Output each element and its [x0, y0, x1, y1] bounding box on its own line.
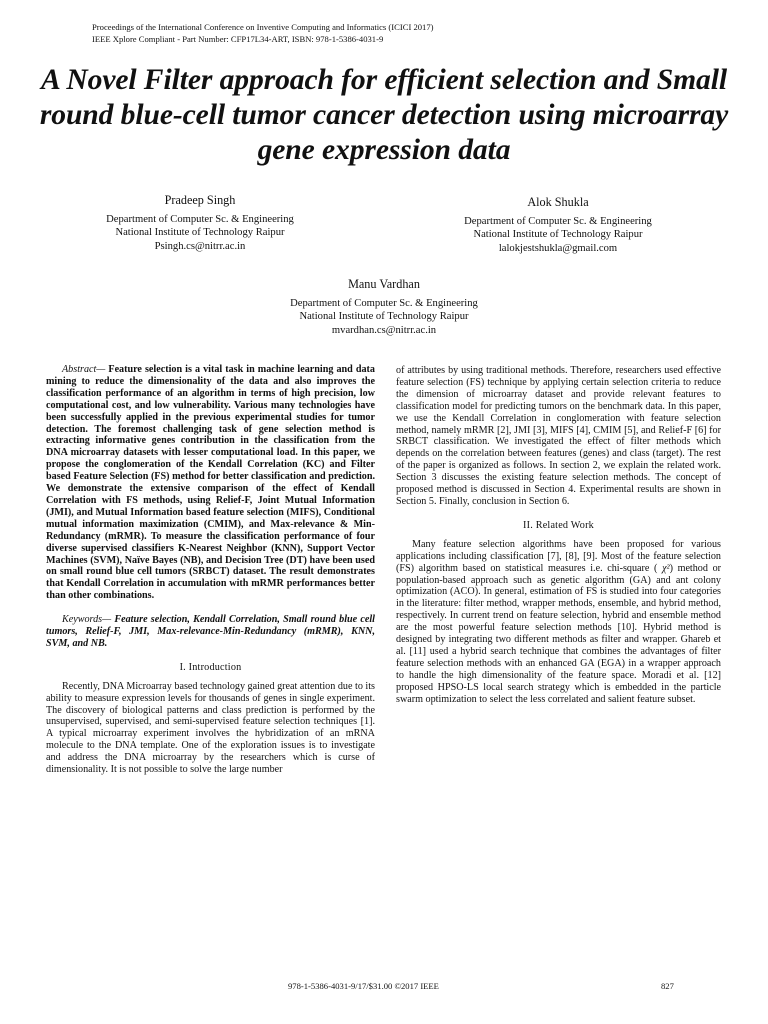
paper-title: A Novel Filter approach for efficient selection and Small round blue-cell tumor cancer detection using microarray gene expression data: [39, 64, 729, 166]
abstract: [46, 364, 375, 602]
author-email: Psingh.cs@nitrr.ac.in: [154, 240, 246, 252]
author-department: Department of Computer Sc. & Engineering: [464, 215, 652, 227]
keywords: [46, 614, 375, 650]
author-block-1: [80, 194, 320, 253]
proceedings-header: [92, 22, 434, 45]
proceedings-line-2: IEEE Xplore Compliant - Part Number: CFP17L34-ART, ISBN: 978-1-5386-4031-9: [92, 33, 384, 44]
right-column: [396, 365, 721, 705]
author-institute: National Institute of Technology Raipur: [299, 311, 469, 322]
section-heading-related-work: II. Related Work: [523, 519, 594, 531]
author-institute: National Institute of Technology Raipur: [473, 229, 643, 240]
chi-square-symbol: χ²: [662, 562, 670, 574]
author-department: Department of Computer Sc. & Engineering: [290, 297, 478, 309]
author-name: Alok Shukla: [527, 195, 589, 209]
keywords-lead: Keywords—: [62, 614, 112, 626]
introduction-paragraph: Recently, DNA Microarray based technology gained great attention due to its ability to measure expression levels for thousands of genes in single experiment. The discovery of biological patterns and class prediction is performed by the unsupervised, supervised, and semi-supervised feature selection techniques [1]. A typical microarray experiment involves the hybridization of an mRNA molecule to the DNA template. One of the exploration issues is to investigate and address the DNA microarray by the researchers which is curse of dimensionality. It is not possible to solve the large number: [46, 680, 375, 776]
related-text-part-1: Many feature selection algorithms have been proposed for various applications including classification [7], [8], [9]. Most of the feature selection (FS) algorithm based on statistical measures i.e. chi-square (: [396, 538, 721, 574]
page-number: 827: [661, 981, 674, 991]
introduction-continued-paragraph: of attributes by using traditional methods. Therefore, researchers used effective feature selection (FS) technique by applying certain selection criteria to reduce the dimension of microarray dataset and provide relevant features to classification model for predicting tumors on the benchmark data. In this paper, we use the Kendall Correlation in conglomeration with feature selection method, namely mRMR [2], JMI [3], MIFS [4], CMIM [5], and Relief-F [6] for SRBCT classification. We investigated the effect of filter methods which depends on the correlation between features (genes) and class (target). The rest of the paper is organized as follows. In section 2, we explain the related work. Section 3 discusses the existing feature selection methods. The concept of proposed method is discussed in Section 4. Experimental results are shown in Section 5. Finally, conclusion in Section 6.: [396, 365, 721, 507]
author-block-3: [246, 278, 522, 337]
copyright-footer: 978-1-5386-4031-9/17/$31.00 ©2017 IEEE: [288, 981, 439, 991]
proceedings-line-1: Proceedings of the International Conference on Inventive Computing and Informatics (ICICI 2017): [92, 22, 434, 32]
author-block-2: [438, 196, 678, 255]
author-email: lalokjestshukla@gmail.com: [498, 242, 618, 254]
author-department: Department of Computer Sc. & Engineering: [106, 213, 294, 225]
related-work-paragraph: [396, 539, 721, 706]
related-text-part-2: ) method or population-based approach such as genetic algorithm (GA) and ant colony optimization (ACO). In general, estimation of FS is studied into four categories in the literature: filter method, wrapper methods, ensemble, and hybrid method, respectively. In current trend on feature selection, hybrid and ensemble method are the most powerful feature selection methods [10]. Hybrid method is designed by integrating two different methods as filter and wrapper. Ghareb et al. [11] used a hybrid search technique that combines the advantages of filter feature selection methods with an enhanced GA (EGA) in a wrapper approach to handle the high dimensionality of the feature space. Moradi et al. [12] proposed HPSO-LS local search strategy which is embedded in the particle swarm optimization to select the less correlated and salient feature subset.: [396, 562, 721, 705]
author-name: Manu Vardhan: [348, 277, 420, 291]
section-heading-introduction: I. Introduction: [179, 661, 242, 673]
author-name: Pradeep Singh: [164, 193, 236, 207]
abstract-text: Feature selection is a vital task in machine learning and data mining to reduce the dimensionality of the data and also improves the classification performance of an algorithm in terms of high precision, low computational cost, and low vulnerability. Various many technologies have been successfully applied in the previous experimental studies for tumor detection. The foremost challenging task of gene selection method is extracting informative genes contribution in the classification from the DNA microarray datasets with lesser computational load. In this paper, we propose the conglomeration of the Kendall Correlation (KC) and Filter based Feature Selection (FS) method for better classification and prediction. We demonstrate the extensive comparison of the effect of Kendall Correlation with FS methods, using Relief-F, Joint Mutual Information (JMI), and Mutual Information based feature selection (MIFS), Conditional mutual information maximization (CMIM), and Max-relevance & Min-Redundancy (mRMR). To measure the classification performance of four diverse supervised classifiers K-Nearest Neighbor (KNN), Support Vector Machines (SVM), Naïve Bayes (NB), and Decision Tree (DT) have been used on small round blue cell tumors (SRBCT) dataset. The result demonstrates that Kendall Correlation in accumulation with mRMR performances better than other combinations.: [46, 364, 375, 602]
author-email: mvardhan.cs@nitrr.ac.in: [331, 324, 437, 336]
author-institute: National Institute of Technology Raipur: [115, 227, 285, 238]
abstract-lead: Abstract—: [62, 364, 106, 375]
left-column: [46, 364, 375, 776]
keywords-text: Feature selection, Kendall Correlation, Small round blue cell tumors, Relief-F, JMI, Max-relevance-Min-Redundancy (mRMR), KNN, SVM, and NB.: [46, 614, 375, 649]
